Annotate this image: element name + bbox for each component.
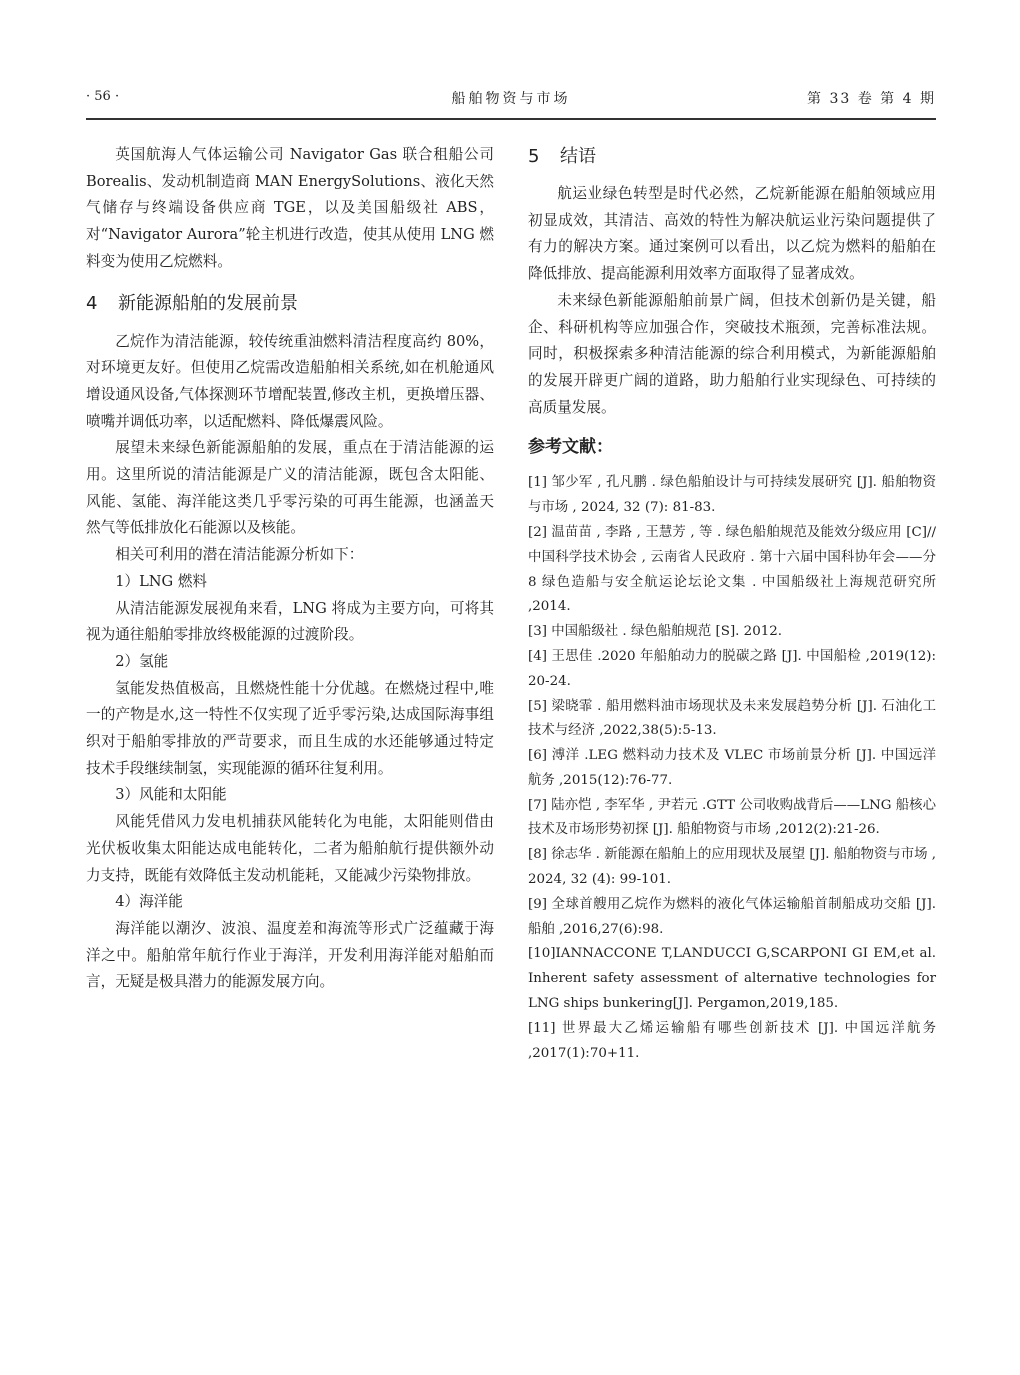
section-number: 5 xyxy=(528,146,540,167)
item-heading: 2）氢能 xyxy=(115,652,169,670)
item-heading: 4）海洋能 xyxy=(115,893,183,911)
reference-item: [6] 溥洋 .LEG 燃料动力技术及 VLEC 市场前景分析 [J]. 中国远洋航务 ,2015(12):76-77. xyxy=(528,748,936,788)
reference-item: [10]IANNACCONE T,LANDUCCI G,SCARPONI GI EM,et al. Inherent safety assessment of alternative technologies for LNG ships bunkering[J]. Pergamon,2019,185. xyxy=(528,946,936,1012)
running-header xyxy=(86,86,936,116)
paragraph: 乙烷作为清洁能源，较传统重油燃料清洁程度高约 80%，对环境更友好。但使用乙烷需改造船舶相关系统,如在机舱通风增设通风设备,气体探测环节增配装置,修改主机，更换增压器、喷嘴并调低功率，以适配燃料、降低爆震风险。 xyxy=(86,332,494,430)
reference-item: [4] 王思佳 .2020 年船舶动力的脱碳之路 [J]. 中国船检 ,2019(12): 20-24. xyxy=(528,648,936,689)
section-5-heading xyxy=(528,142,936,172)
volume-issue: 第 33 卷 第 4 期 xyxy=(807,91,936,107)
reference-item: [8] 徐志华 . 新能源在船舶上的应用现状及展望 [J]. 船舶物资与市场 , 2024, 32 (4): 99-101. xyxy=(528,847,936,888)
references-heading: 参考文献： xyxy=(528,437,613,458)
section-number: 4 xyxy=(86,292,98,314)
header-rule xyxy=(86,118,936,120)
paragraph: 展望未来绿色新能源船舶的发展，重点在于清洁能源的运用。这里所说的清洁能源是广义的清洁能源，既包含太阳能、风能、氢能、海洋能这类几乎零污染的可再生能源，也涵盖天然气等低排放化石能源以及核能。 xyxy=(86,439,494,537)
page-number: · 56 · xyxy=(86,89,120,104)
paragraph: 未来绿色新能源船舶前景广阔，但技术创新仍是关键，船企、科研机构等应加强合作，突破技术瓶颈，完善标准法规。同时，积极探索多种清洁能源的综合利用模式，为新能源船舶的发展开辟更广阔的道路，助力船舶行业实现绿色、可持续的高质量发展。 xyxy=(528,291,936,416)
section-title: 新能源船舶的发展前景 xyxy=(118,292,298,314)
item-text: 风能凭借风力发电机捕获风能转化为电能，太阳能则借由光伏板收集太阳能达成电能转化，二者为船舶航行提供额外动力支持，既能有效降低主发动机能耗，又能减少污染物排放。 xyxy=(86,813,494,884)
paragraph: 航运业绿色转型是时代必然，乙烷新能源在船舶领域应用初显成效，其清洁、高效的特性为解决航运业污染问题提供了有力的解决方案。通过案例可以看出，以乙烷为燃料的船舶在降低排放、提高能源利用效率方面取得了显著成效。 xyxy=(528,185,936,283)
item-heading: 1）LNG 燃料 xyxy=(115,572,208,590)
item-heading: 3）风能和太阳能 xyxy=(115,786,227,804)
right-column xyxy=(528,142,936,1066)
paragraph: 相关可利用的潜在清洁能源分析如下： xyxy=(115,546,364,564)
references-list xyxy=(528,471,936,1066)
item-text: 从清洁能源发展视角来看，LNG 将成为主要方向，可将其视为通往船舶零排放终极能源的过渡阶段。 xyxy=(86,599,494,644)
section-title: 结语 xyxy=(560,146,596,167)
left-column xyxy=(86,142,494,996)
reference-item: [2] 温苗苗 , 李路 , 王慧芳 , 等 . 绿色船舶规范及能效分级应用 [C]// 中国科学技术协会 , 云南省人民政府 . 第十六届中国科协年会——分 8 绿色造船与安全航运论坛论文集 . 中国船级社上海规范研究所 ,2014. xyxy=(528,524,936,615)
item-text: 海洋能以潮汐、波浪、温度差和海流等形式广泛蕴藏于海洋之中。船舶常年航行作业于海洋，开发利用海洋能对船舶而言，无疑是极具潜力的能源发展方向。 xyxy=(86,919,494,991)
reference-item: [11] 世界最大乙烯运输船有哪些创新技术 [J]. 中国远洋航务 ,2017(1):70+11. xyxy=(528,1020,936,1061)
reference-item: [1] 邹少军 , 孔凡鹏 . 绿色船舶设计与可持续发展研究 [J]. 船舶物资与市场 , 2024, 32 (7): 81-83. xyxy=(528,475,936,516)
journal-title: 船舶物资与市场 xyxy=(451,91,571,107)
reference-item: [5] 梁晓霏 . 船用燃料油市场现状及未来发展趋势分析 [J]. 石油化工技术与经济 ,2022,38(5):5-13. xyxy=(528,698,936,739)
section-4-heading xyxy=(86,289,494,319)
reference-item: [9] 全球首艘用乙烷作为燃料的液化气体运输船首制船成功交船 [J]. 船舶 ,2016,27(6):98. xyxy=(528,896,936,937)
item-text: 氢能发热值极高，且燃烧性能十分优越。在燃烧过程中,唯一的产物是水,这一特性不仅实现了近乎零污染,达成国际海事组织对于船舶零排放的严苛要求，而且生成的水还能够通过特定技术手段继续制氢，实现能源的循环往复利用。 xyxy=(86,679,494,777)
reference-item: [7] 陆亦恺 , 李军华 , 尹若元 .GTT 公司收购战背后——LNG 船核心技术及市场形势初探 [J]. 船舶物资与市场 ,2012(2):21-26. xyxy=(528,797,936,838)
intro-paragraph: 英国航海人气体运输公司 Navigator Gas 联合租船公司 Borealis、发动机制造商 MAN EnergySolutions、液化天然气储存与终端设备供应商 TGE，以及美国船级社 ABS，对“Navigator Aurora”轮主机进行改造，使其从使用 LNG 燃料变为使用乙烷燃料。 xyxy=(86,146,494,270)
reference-item: [3] 中国船级社 . 绿色船舶规范 [S]. 2012. xyxy=(528,624,783,640)
